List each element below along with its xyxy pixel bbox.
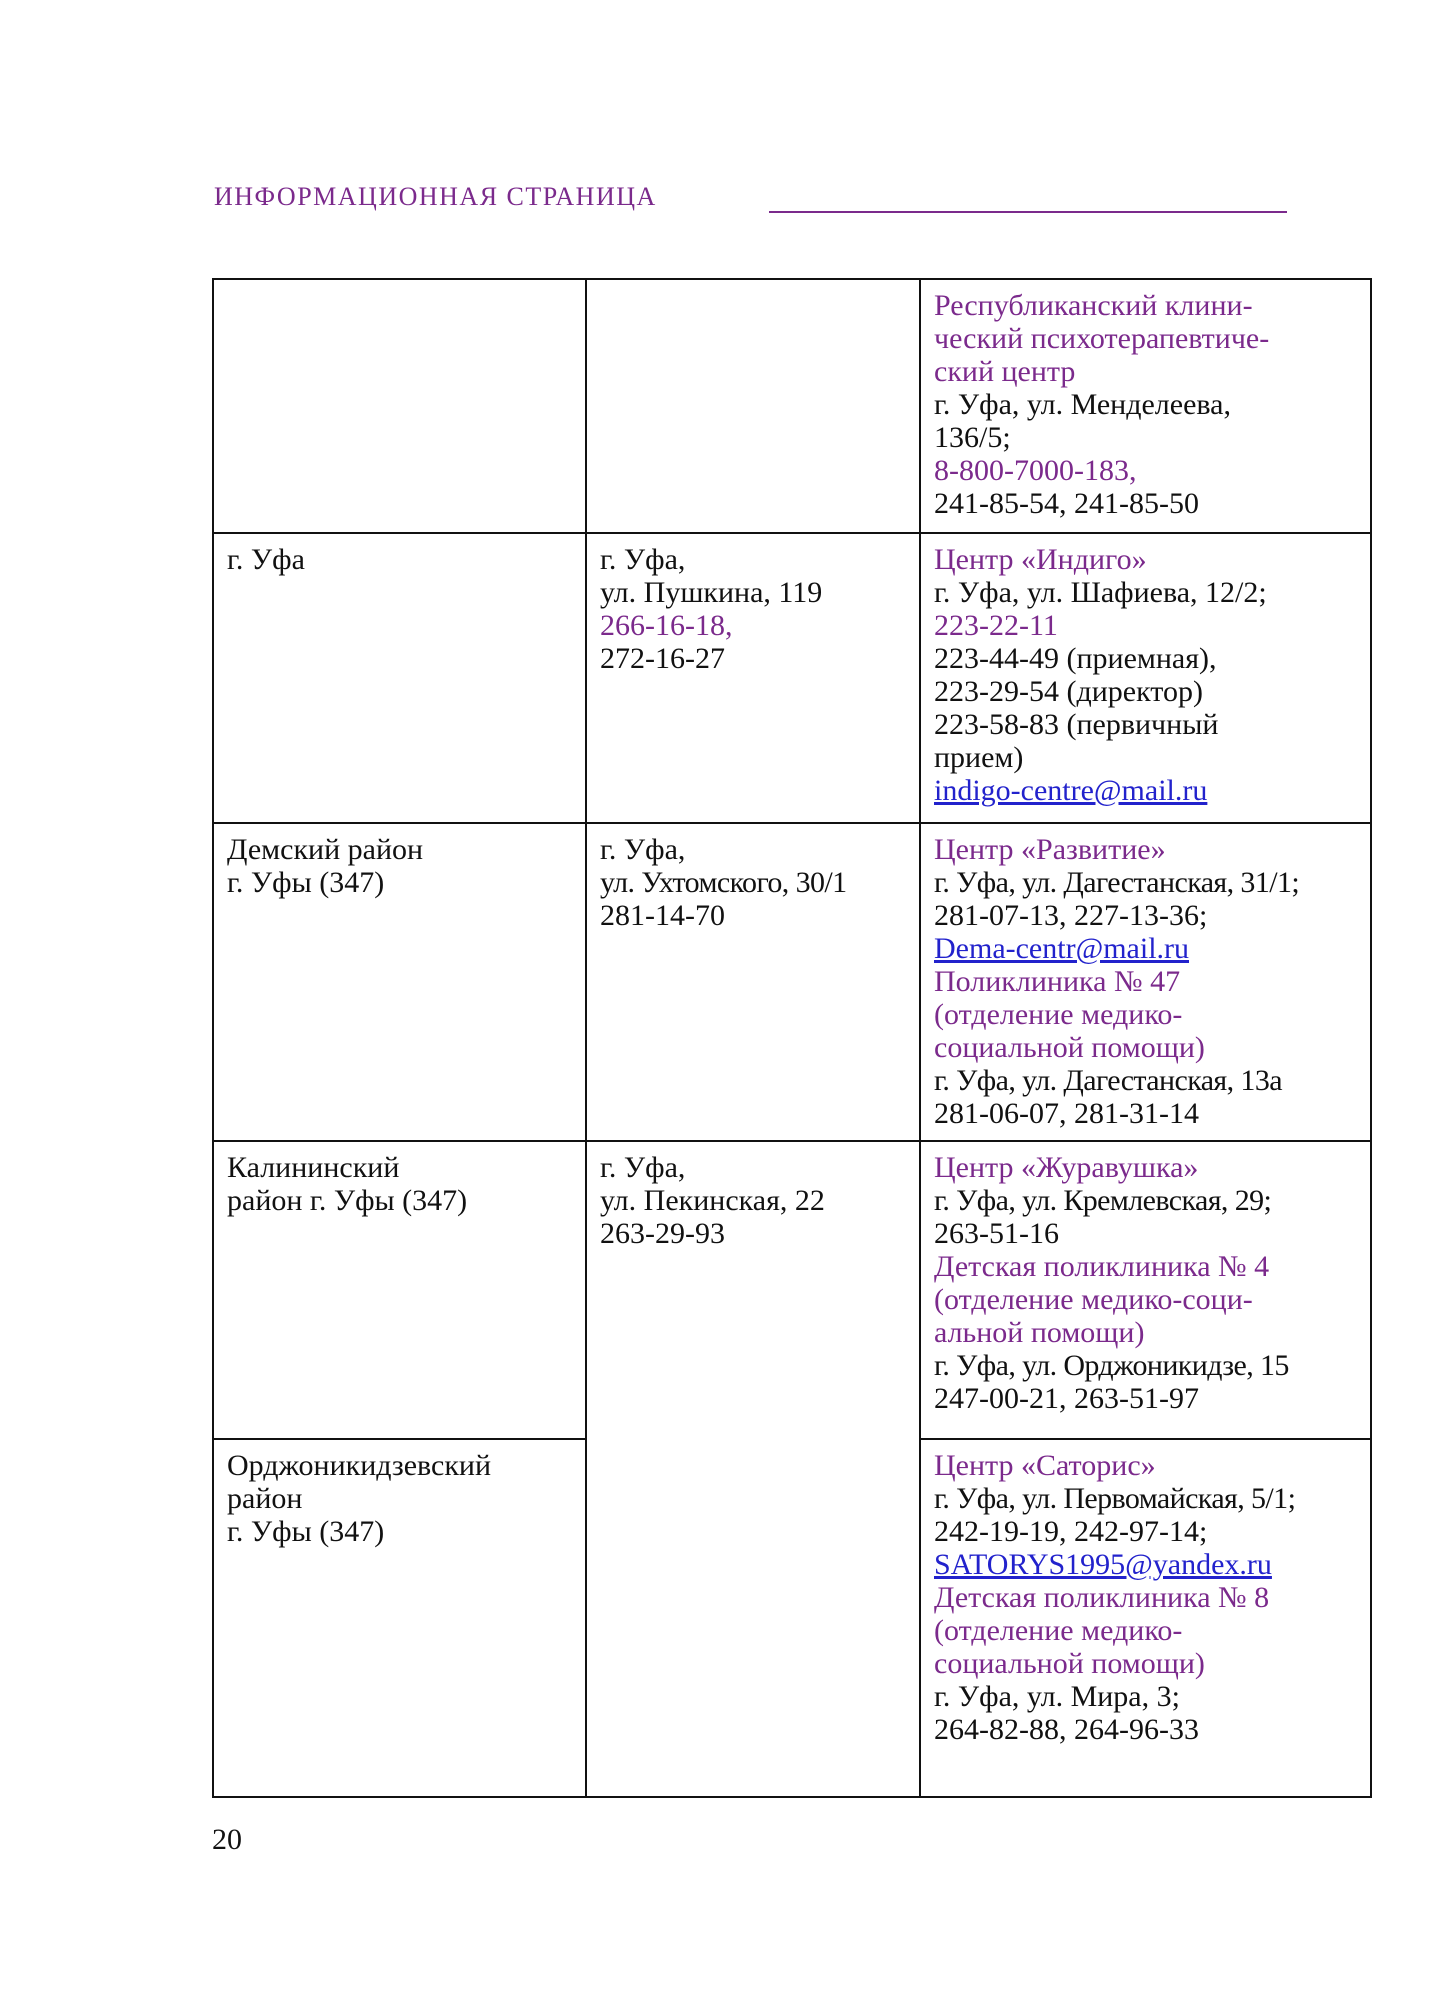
cell-line: г. Уфа, ул. Дагестанская, 13а: [934, 1064, 1282, 1097]
cell-line: Центр «Развитие»: [934, 833, 1166, 866]
table-row: [213, 533, 1371, 823]
cell-line: г. Уфа, ул. Мира, 3;: [934, 1680, 1180, 1713]
email-link[interactable]: indigo-centre@mail.ru: [934, 774, 1208, 807]
cell-line: 281-07-13, 227-13-36;: [934, 899, 1208, 932]
cell-line: 223-22-11: [934, 609, 1058, 642]
cell-line: ческий психотерапевтиче-: [934, 322, 1270, 355]
cell-line: ул. Пушкина, 119: [600, 576, 823, 609]
cell-line: Демский район: [227, 833, 424, 866]
cell-line: 263-51-16: [934, 1217, 1059, 1250]
cell-line: 241-85-54, 241-85-50: [934, 487, 1199, 520]
cell-line: альной помощи): [934, 1316, 1145, 1349]
cell-line: социальной помощи): [934, 1031, 1205, 1064]
office-cell: [586, 279, 920, 533]
cell-line: прием): [934, 741, 1024, 774]
cell-line: г. Уфа,: [600, 543, 686, 576]
cell-line: г. Уфа, ул. Менделеева,: [934, 388, 1231, 421]
district-cell: [213, 823, 586, 1141]
cell-line: Поликлиника № 47: [934, 965, 1181, 998]
centers-cell: [920, 1141, 1371, 1439]
email-link[interactable]: SATORYS1995@yandex.ru: [934, 1548, 1272, 1581]
cell-line: 223-58-83 (первичный: [934, 708, 1219, 741]
cell-line: Калининский: [227, 1151, 400, 1184]
cell-line: Центр «Журавушка»: [934, 1151, 1199, 1184]
centers-cell: [920, 279, 1371, 533]
centers-cell: [920, 1439, 1371, 1797]
cell-line: 223-29-54 (директор): [934, 675, 1203, 708]
district-cell: [213, 533, 586, 823]
cell-line: 263-29-93: [600, 1217, 725, 1250]
district-cell: [213, 1439, 586, 1797]
cell-line: (отделение медико-: [934, 1614, 1183, 1647]
cell-line: (отделение медико-соци-: [934, 1283, 1253, 1316]
cell-line: 272-16-27: [600, 642, 725, 675]
office-cell: [586, 533, 920, 823]
cell-line: Республиканский клини-: [934, 289, 1253, 322]
table-row: [213, 823, 1371, 1141]
table-row: [213, 1141, 1371, 1439]
page-number: 20: [212, 1823, 242, 1856]
cell-line: 242-19-19, 242-97-14;: [934, 1515, 1208, 1548]
cell-line: Орджоникидзевский: [227, 1449, 492, 1482]
cell-line: г. Уфа, ул. Шафиева, 12/2;: [934, 576, 1267, 609]
email-link[interactable]: Dema-centr@mail.ru: [934, 932, 1190, 965]
cell-line: 8-800-7000-183,: [934, 454, 1137, 487]
district-cell: [213, 1141, 586, 1439]
centers-cell: [920, 823, 1371, 1141]
table-row: [213, 279, 1371, 533]
cell-line: г. Уфа, ул. Кремлевская, 29;: [934, 1184, 1272, 1217]
cell-line: Центр «Индиго»: [934, 543, 1147, 576]
district-cell: [213, 279, 586, 533]
cell-line: (отделение медико-: [934, 998, 1183, 1031]
cell-line: г. Уфа, ул. Первомайская, 5/1;: [934, 1482, 1296, 1515]
contacts-table: [212, 278, 1372, 1798]
cell-line: Центр «Саторис»: [934, 1449, 1156, 1482]
cell-line: 136/5;: [934, 421, 1011, 454]
cell-line: Детская поликлиника № 4: [934, 1250, 1270, 1283]
cell-line: 266-16-18,: [600, 609, 733, 642]
cell-line: 264-82-88, 264-96-33: [934, 1713, 1199, 1746]
cell-line: социальной помощи): [934, 1647, 1205, 1680]
cell-line: ул. Пекинская, 22: [600, 1184, 825, 1217]
cell-line: г. Уфа, ул. Дагестанская, 31/1;: [934, 866, 1300, 899]
page-header-title: ИНФОРМАЦИОННАЯ СТРАНИЦА: [214, 182, 657, 211]
cell-line: 281-14-70: [600, 899, 725, 932]
cell-line: г. Уфа,: [600, 1151, 686, 1184]
cell-line: 281-06-07, 281-31-14: [934, 1097, 1199, 1130]
cell-line: г. Уфа, ул. Орджоникидзе, 15: [934, 1349, 1289, 1382]
cell-line: г. Уфа,: [600, 833, 686, 866]
cell-line: г. Уфа: [227, 543, 305, 576]
cell-line: 223-44-49 (приемная),: [934, 642, 1217, 675]
cell-line: район: [227, 1482, 303, 1515]
cell-line: ский центр: [934, 355, 1076, 388]
office-cell: [586, 1141, 920, 1797]
cell-line: Детская поликлиника № 8: [934, 1581, 1270, 1614]
cell-line: ул. Ухтомского, 30/1: [600, 866, 847, 899]
centers-cell: [920, 533, 1371, 823]
header-rule: [769, 211, 1287, 213]
cell-line: г. Уфы (347): [227, 866, 385, 899]
cell-line: г. Уфы (347): [227, 1515, 385, 1548]
office-cell: [586, 823, 920, 1141]
cell-line: 247-00-21, 263-51-97: [934, 1382, 1199, 1415]
cell-line: район г. Уфы (347): [227, 1184, 468, 1217]
